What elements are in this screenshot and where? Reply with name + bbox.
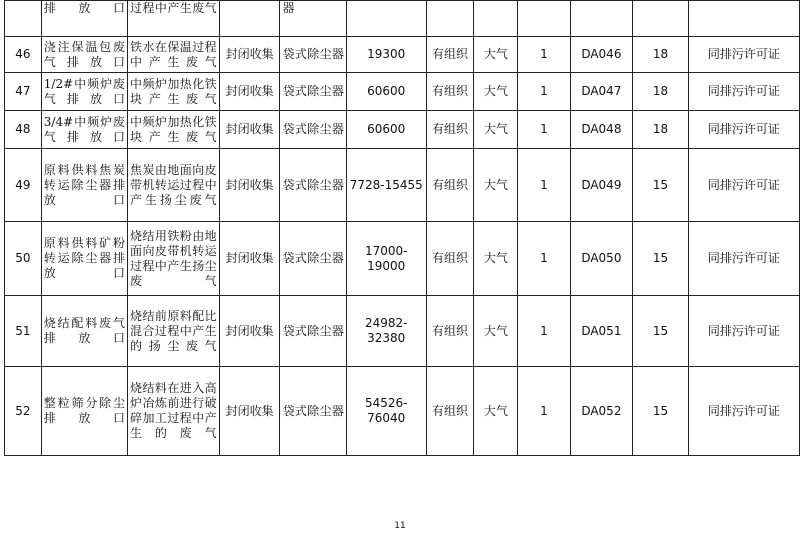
cell-number: 50 bbox=[5, 222, 42, 296]
cell-height: 15 bbox=[633, 149, 688, 222]
cell-basis: 同排污许可证 bbox=[688, 37, 799, 73]
page-number: 11 bbox=[394, 521, 406, 531]
emission-table bbox=[4, 0, 800, 456]
cell-source: 焦炭由地面向皮带机转运过程中产生扬尘废气 bbox=[128, 149, 220, 222]
cell-number: 48 bbox=[5, 111, 42, 149]
cell-organization: 有组织 bbox=[426, 367, 474, 456]
cell-code: DA047 bbox=[570, 73, 633, 111]
cell-name: 3/4#中频炉废气排放口 bbox=[41, 111, 127, 149]
cell-number: 47 bbox=[5, 73, 42, 111]
cell-treatment: 袋式除尘器 bbox=[280, 73, 346, 111]
cell-code: DA051 bbox=[570, 296, 633, 367]
table-row bbox=[5, 111, 800, 149]
cell-code: DA046 bbox=[570, 37, 633, 73]
cell-number: 52 bbox=[5, 367, 42, 456]
cell-code: DA048 bbox=[570, 111, 633, 149]
cell-collection: 封闭收集 bbox=[219, 367, 280, 456]
cell-organization: 有组织 bbox=[426, 222, 474, 296]
cell-volume: 60600 bbox=[346, 73, 426, 111]
table-row bbox=[5, 367, 800, 456]
cell-name: 1/2#中频炉废气排放口 bbox=[41, 73, 127, 111]
cell-count: 1 bbox=[518, 111, 570, 149]
cell-treatment: 袋式除尘器 bbox=[280, 222, 346, 296]
cell-name: 浇注保温包废气排放口 bbox=[41, 37, 127, 73]
cell-volume: 19300 bbox=[346, 37, 426, 73]
cell-collection: 封闭收集 bbox=[219, 149, 280, 222]
cell-source: 烧结前原料配比混合过程中产生的扬尘废气 bbox=[128, 296, 220, 367]
cell-count: 1 bbox=[518, 37, 570, 73]
cell-organization: 有组织 bbox=[426, 73, 474, 111]
cell-volume: 24982-32380 bbox=[346, 296, 426, 367]
cell-destination: 大气 bbox=[474, 111, 518, 149]
cell-organization: 有组织 bbox=[426, 149, 474, 222]
cell-basis: 同排污许可证 bbox=[688, 222, 799, 296]
cell-count: 1 bbox=[518, 73, 570, 111]
cell-treatment: 袋式除尘器 bbox=[280, 37, 346, 73]
cell-collection: 封闭收集 bbox=[219, 111, 280, 149]
cell-height: 15 bbox=[633, 222, 688, 296]
cell-collection: 封闭收集 bbox=[219, 222, 280, 296]
cell-organization: 有组织 bbox=[426, 296, 474, 367]
cell-basis: 同排污许可证 bbox=[688, 111, 799, 149]
cell-source: 烧结料在进入高炉冶炼前进行破碎加工过程中产生的废气 bbox=[128, 367, 220, 456]
cell-destination: 大气 bbox=[474, 37, 518, 73]
cell-source: 过程中产生废气 bbox=[128, 1, 220, 37]
cell-name: 整粒筛分除尘排放口 bbox=[41, 367, 127, 456]
cell-count: 1 bbox=[518, 149, 570, 222]
cell-code: DA052 bbox=[570, 367, 633, 456]
cell-volume: 17000-19000 bbox=[346, 222, 426, 296]
cell-name: 烧结配料废气排放口 bbox=[41, 296, 127, 367]
cell-name: 排放口 bbox=[41, 1, 127, 37]
cell-count: 1 bbox=[518, 296, 570, 367]
cell-source: 中频炉加热化铁块产生废气 bbox=[128, 111, 220, 149]
table-row bbox=[5, 222, 800, 296]
cell-collection: 封闭收集 bbox=[219, 37, 280, 73]
cell-source: 烧结用铁粉由地面向皮带机转运过程中产生扬尘废气 bbox=[128, 222, 220, 296]
cell-organization: 有组织 bbox=[426, 111, 474, 149]
cell-basis: 同排污许可证 bbox=[688, 149, 799, 222]
cell-height: 18 bbox=[633, 73, 688, 111]
cell-treatment: 器 bbox=[280, 1, 346, 37]
cell-collection: 封闭收集 bbox=[219, 73, 280, 111]
cell-destination: 大气 bbox=[474, 149, 518, 222]
cell-height: 15 bbox=[633, 296, 688, 367]
cell-source: 中频炉加热化铁块产生废气 bbox=[128, 73, 220, 111]
cell-basis: 同排污许可证 bbox=[688, 296, 799, 367]
cell-number: 51 bbox=[5, 296, 42, 367]
cell-treatment: 袋式除尘器 bbox=[280, 296, 346, 367]
cell-basis: 同排污许可证 bbox=[688, 367, 799, 456]
cell-height: 18 bbox=[633, 37, 688, 73]
cell-treatment: 袋式除尘器 bbox=[280, 367, 346, 456]
cell-volume: 54526-76040 bbox=[346, 367, 426, 456]
cell-organization: 有组织 bbox=[426, 37, 474, 73]
cell-treatment: 袋式除尘器 bbox=[280, 111, 346, 149]
table-row-continued bbox=[5, 1, 800, 37]
table-row bbox=[5, 296, 800, 367]
cell-destination: 大气 bbox=[474, 367, 518, 456]
table-row bbox=[5, 37, 800, 73]
cell-source: 铁水在保温过程中产生废气 bbox=[128, 37, 220, 73]
cell-name: 原料供料焦炭转运除尘器排放口 bbox=[41, 149, 127, 222]
cell-height: 18 bbox=[633, 111, 688, 149]
cell-basis: 同排污许可证 bbox=[688, 73, 799, 111]
cell-count: 1 bbox=[518, 367, 570, 456]
cell-code: DA050 bbox=[570, 222, 633, 296]
cell-code: DA049 bbox=[570, 149, 633, 222]
cell-name: 原料供料矿粉转运除尘器排放口 bbox=[41, 222, 127, 296]
table-row bbox=[5, 73, 800, 111]
cell-destination: 大气 bbox=[474, 73, 518, 111]
table-row bbox=[5, 149, 800, 222]
cell-number: 46 bbox=[5, 37, 42, 73]
cell-treatment: 袋式除尘器 bbox=[280, 149, 346, 222]
cell-height: 15 bbox=[633, 367, 688, 456]
cell-destination: 大气 bbox=[474, 296, 518, 367]
cell-volume: 7728-15455 bbox=[346, 149, 426, 222]
cell-destination: 大气 bbox=[474, 222, 518, 296]
cell-volume: 60600 bbox=[346, 111, 426, 149]
cell-collection: 封闭收集 bbox=[219, 296, 280, 367]
cell-count: 1 bbox=[518, 222, 570, 296]
cell-number: 49 bbox=[5, 149, 42, 222]
